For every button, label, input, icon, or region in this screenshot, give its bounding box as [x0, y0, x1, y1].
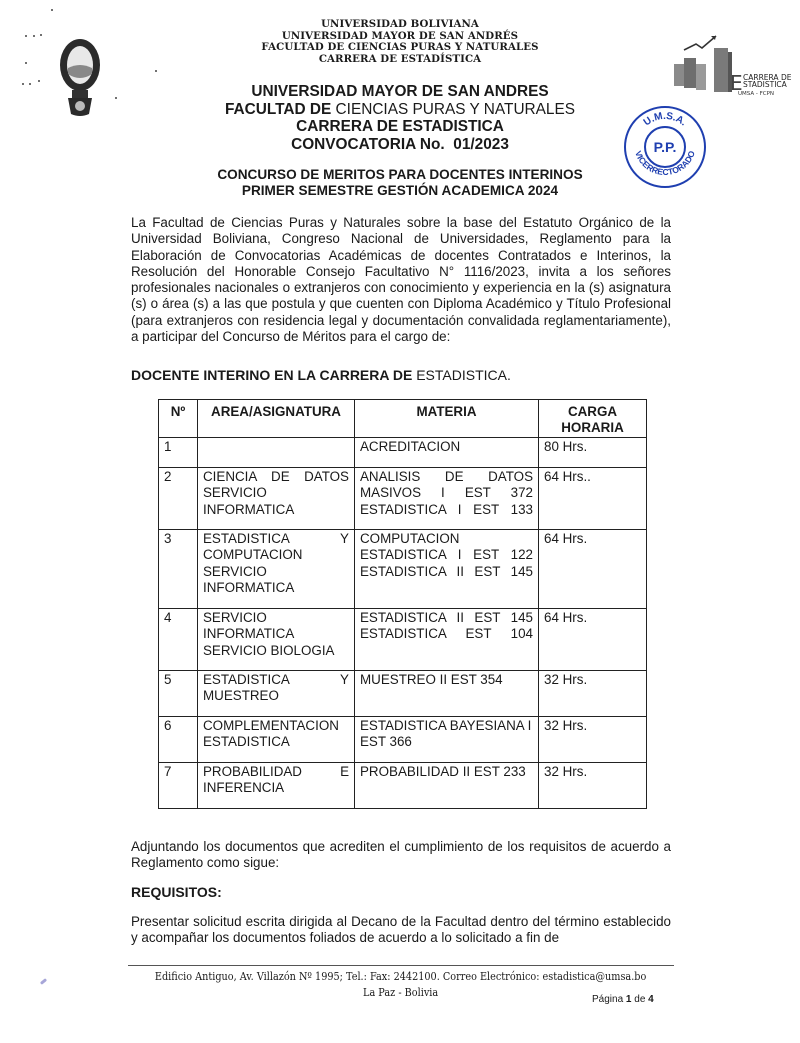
brand-line1: CARRERA DE: [743, 73, 792, 82]
letterhead-line: UNIVERSIDAD MAYOR DE SAN ANDRÉS: [281, 29, 519, 42]
requirements-paragraph: Presentar solicitud escrita dirigida al Decano de la Facultad dentro del término establecido y acompañar los documentos foliados de acuerdo a lo solicitado a fin de: [131, 914, 671, 946]
brand-line2: STADISTICA: [743, 80, 787, 89]
call-number: CONVOCATORIA No. 01/2023: [291, 135, 509, 153]
page-total: 4: [648, 994, 654, 1005]
row-number: 2: [159, 468, 198, 530]
row-area: PROBABILIDAD E INFERENCIA: [198, 763, 355, 809]
footer-divider: [128, 965, 674, 966]
table-header-row: [159, 400, 647, 438]
contest-line1: CONCURSO DE MERITOS PARA DOCENTES INTERINOS: [217, 167, 583, 182]
footer-address: Edificio Antiguo, Av. Villazón Nº 1995; Tel.: Fax: 2442100. Correo Electrónico: estadistica@umsa.bo: [154, 970, 647, 983]
position-title: [131, 367, 511, 383]
faculty-bold: FACULTAD DE: [224, 100, 332, 118]
row-number: 6: [159, 717, 198, 763]
row-materia: ESTADISTICA BAYESIANA I EST 366: [355, 717, 539, 763]
row-number: 3: [159, 530, 198, 609]
row-area: ESTADISTICA Y COMPUTACION SERVICIO INFORMATICA: [198, 530, 355, 609]
table-row: [159, 717, 647, 763]
brand-initial: E: [730, 71, 743, 95]
row-materia: ACREDITACION: [355, 438, 539, 468]
table-row: [159, 609, 647, 671]
letterhead-line: UNIVERSIDAD BOLIVIANA: [321, 18, 479, 30]
row-materia: ESTADISTICA II EST 145 ESTADISTICA EST 104: [355, 609, 539, 671]
position-light: ESTADISTICA.: [416, 367, 511, 383]
row-number: 1: [159, 438, 198, 468]
row-area: ESTADISTICA Y MUESTREO: [198, 671, 355, 717]
row-carga: 64 Hrs.: [539, 609, 647, 671]
contest-title: [0, 167, 800, 199]
row-carga: 64 Hrs..: [539, 468, 647, 530]
row-area: CIENCIA DE DATOS SERVICIO INFORMATICA: [198, 468, 355, 530]
career-name: CARRERA DE ESTADISTICA: [296, 118, 504, 135]
row-carga: 64 Hrs.: [539, 530, 647, 609]
row-materia: COMPUTACION ESTADISTICA I EST 122 ESTADISTICA II EST 145: [355, 530, 539, 609]
row-carga: 80 Hrs.: [539, 438, 647, 468]
header-materia: MATERIA: [355, 400, 539, 438]
page-current: 1: [625, 994, 632, 1005]
table-row: [159, 468, 647, 530]
positions-table: [158, 399, 647, 809]
faculty-name: [0, 101, 800, 119]
position-bold: DOCENTE INTERINO EN LA CARRERA DE: [131, 367, 413, 383]
row-area: [198, 438, 355, 468]
intro-paragraph: La Facultad de Ciencias Puras y Naturales sobre la base del Estatuto Orgánico de la Universidad Boliviana, Congreso Nacional de Universidades, Reglamento para la Elaboración de Convocatorias Académicas de docentes Contratados e Interinos, la Resolución del Honorable Consejo Facultativo N° 1116/2023, invita a los señores profesionales nacionales o extranjeros con conocimiento y experiencia en la (s) asignatura (s) o área (s) a las que postula y que cuenten con Diploma Académico y Título Profesional (para extranjeros con residencia legal y documentación convalidada reglamentariamente), a participar del Concurso de Méritos para el cargo de:: [131, 215, 671, 345]
university-name: UNIVERSIDAD MAYOR DE SAN ANDRES: [251, 83, 549, 100]
row-materia: MUESTREO II EST 354: [355, 671, 539, 717]
table-row: [159, 671, 647, 717]
letterhead-line: CARRERA DE ESTADÍSTICA: [318, 52, 482, 65]
contest-line2: PRIMER SEMESTRE GESTIÓN ACADEMICA 2024: [241, 183, 559, 198]
attach-paragraph: Adjuntando los documentos que acrediten el cumplimiento de los requisitos de acuerdo a Reglamento como sigue:: [131, 839, 671, 871]
table-row: [159, 530, 647, 609]
row-carga: 32 Hrs.: [539, 717, 647, 763]
row-carga: 32 Hrs.: [539, 671, 647, 717]
row-number: 4: [159, 609, 198, 671]
table-row: [159, 763, 647, 809]
row-carga: 32 Hrs.: [539, 763, 647, 809]
table-row: [159, 438, 647, 468]
footer-city: La Paz - Bolivia: [363, 986, 439, 999]
row-number: 7: [159, 763, 198, 809]
letterhead-line: FACULTAD DE CIENCIAS PURAS Y NATURALES: [261, 41, 539, 53]
row-materia: PROBABILIDAD II EST 233: [355, 763, 539, 809]
pen-mark: [40, 978, 47, 985]
row-area: SERVICIO INFORMATICA SERVICIO BIOLOGIA: [198, 609, 355, 671]
header-area: AREA/ASIGNATURA: [198, 400, 355, 438]
page-number: [592, 994, 654, 1005]
row-materia: ANALISIS DE DATOS MASIVOS I EST 372 ESTADISTICA I EST 133: [355, 468, 539, 530]
header-carga: CARGA HORARIA: [539, 400, 647, 438]
stamp-center-text: P.P.: [653, 139, 677, 155]
document-header: [0, 83, 800, 153]
page-prefix: Página: [592, 994, 624, 1005]
row-number: 5: [159, 671, 198, 717]
row-area: COMPLEMENTACION ESTADISTICA: [198, 717, 355, 763]
requirements-title: REQUISITOS:: [131, 884, 222, 900]
header-number: Nº: [159, 400, 198, 438]
stamp-top-text: U.M.S.A.: [641, 110, 689, 129]
stamp-bottom-text: VICERRECTORADO: [633, 149, 697, 178]
faculty-light: CIENCIAS PURAS Y NATURALES: [335, 100, 576, 118]
page-of: de: [634, 994, 646, 1005]
brand-line3: UMSA - FCPN: [738, 91, 775, 97]
